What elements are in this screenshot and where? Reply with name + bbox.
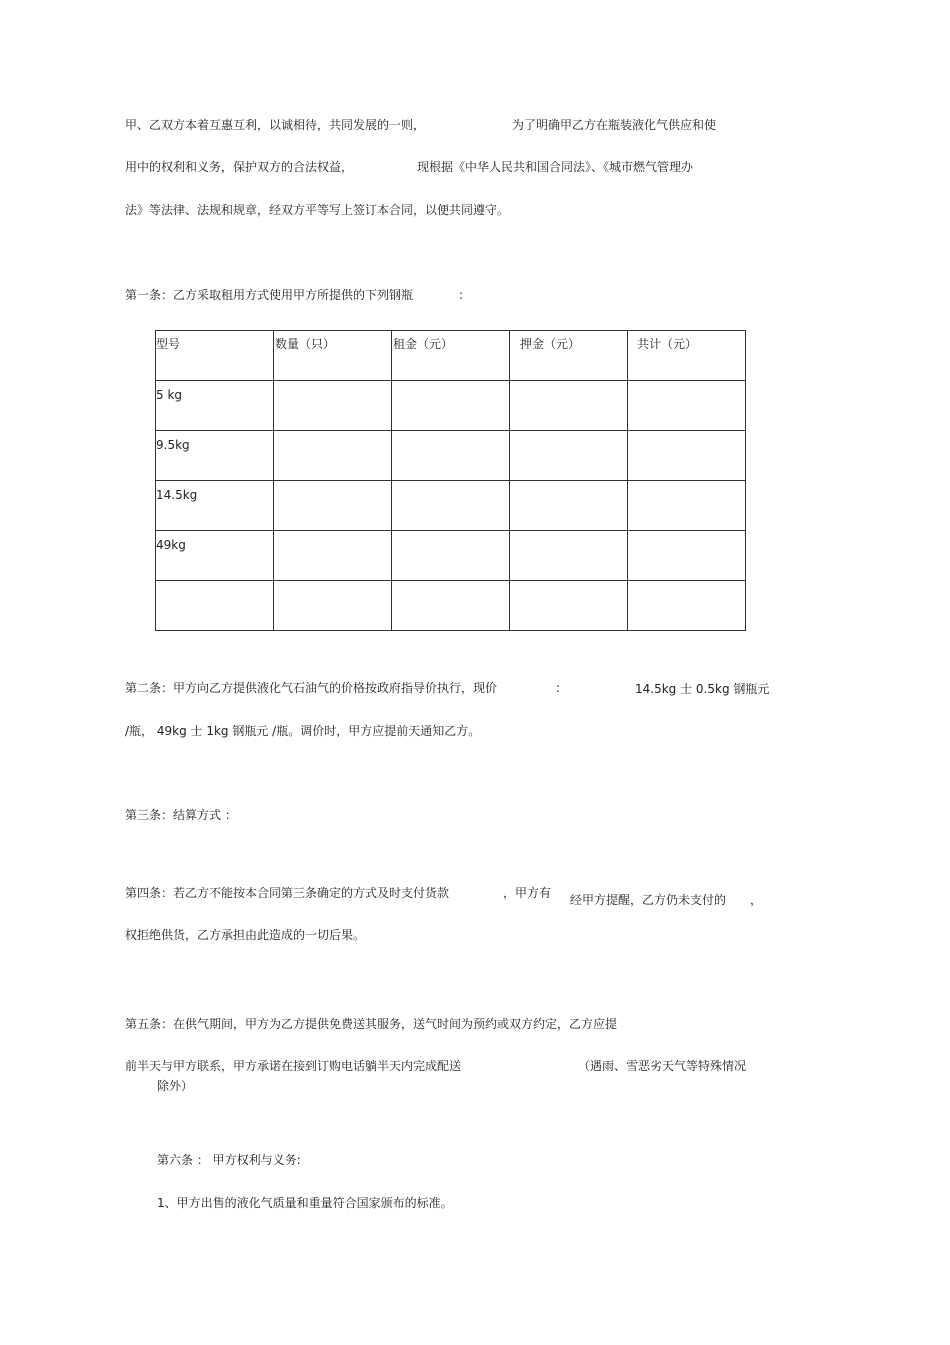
table-cell [510,581,628,631]
article-6-title: 第六条 ： 甲方权利与义务: [157,1153,301,1167]
article-2-line-1b: 14.5kg 士 0.5kg 钢瓶元 [635,682,770,696]
table-cell [628,531,746,581]
table-cell [274,381,392,431]
table-cell [510,431,628,481]
table-header-row [156,331,746,381]
article-1-text: 第一条：乙方采取租用方式使用甲方所提供的下列钢瓶 [125,288,414,302]
article-4-line-1b: ，甲方有 [503,886,552,900]
intro-line-1a: 甲、乙双方本着互惠互利，以诚相待，共同发展的一则， [125,118,426,132]
article-4-line-1d: ， [750,893,763,907]
table-row [156,431,746,481]
article-2-line-1a: 第二条：甲方向乙方提供液化气石油气的价格按政府指导价执行，现价 [125,681,498,695]
table-cell [628,481,746,531]
header-cell-quantity: 数量（只） [274,331,392,381]
table-cell [274,431,392,481]
article-3-text: 第三条：结算方式 ： [125,808,237,822]
header-cell-rent: 租金（元） [392,331,510,381]
table-cell [392,481,510,531]
article-2-colon: : [556,681,561,695]
table-cell [156,581,274,631]
table-cell [392,431,510,481]
intro-line-3: 法》等法律、法规和规章，经双方平等写上签订本合同，以便共同遵守。 [125,203,510,217]
header-cell-deposit: 押金（元） [510,331,628,381]
table-cell: 9.5kg [156,431,274,481]
article-4-line-1c: 经甲方提醒，乙方仍未支付的 [570,893,727,907]
table-cell [628,581,746,631]
table-cell: 5 kg [156,381,274,431]
table-cell [274,581,392,631]
article-5-line-2b: （遇雨、雪恶劣天气等特殊情况 [578,1059,747,1073]
table-cell [392,581,510,631]
article-5-line-3: 除外） [157,1079,194,1093]
table-cell [628,431,746,481]
header-cell-model: 型号 [156,331,274,381]
table-cell [274,531,392,581]
table-row [156,581,746,631]
article-2-line-2: /瓶， 49kg 士 1kg 钢瓶元 /瓶。调价时，甲方应提前天通知乙方。 [125,724,481,738]
table-cell: 49kg [156,531,274,581]
table-cell [392,531,510,581]
table-cell [510,481,628,531]
intro-line-2b: 现根据《中华人民共和国合同法》、《城市燃气管理办 [417,160,694,174]
article-5-line-1: 第五条：在供气期间，甲方为乙方提供免费送其服务，送气时间为预约或双方约定，乙方应提 [125,1017,618,1031]
intro-line-2a: 用中的权利和义务，保护双方的合法权益， [125,160,354,174]
header-cell-total: 共计（元） [628,331,746,381]
table-cell [510,531,628,581]
table-cell [274,481,392,531]
table-cell [392,381,510,431]
table-row [156,531,746,581]
table-row [156,381,746,431]
table-cell [628,381,746,431]
article-5-line-2a: 前半天与甲方联系，甲方承诺在接到订购电话躺半天内完成配送 [125,1059,462,1073]
article-6-item-1: 1、甲方出售的液化气质量和重量符合国家颁布的标准。 [157,1196,453,1210]
table-cell: 14.5kg [156,481,274,531]
cylinder-table [155,330,746,631]
article-4-line-1a: 第四条：若乙方不能按本合同第三条确定的方式及时支付货款 [125,886,450,900]
article-1-colon: : [459,288,464,302]
table-row [156,481,746,531]
article-4-line-2: 权拒绝供货，乙方承担由此造成的一切后果。 [125,928,366,942]
intro-line-1b: 为了明确甲乙方在瓶装液化气供应和使 [512,118,717,132]
table-cell [510,381,628,431]
